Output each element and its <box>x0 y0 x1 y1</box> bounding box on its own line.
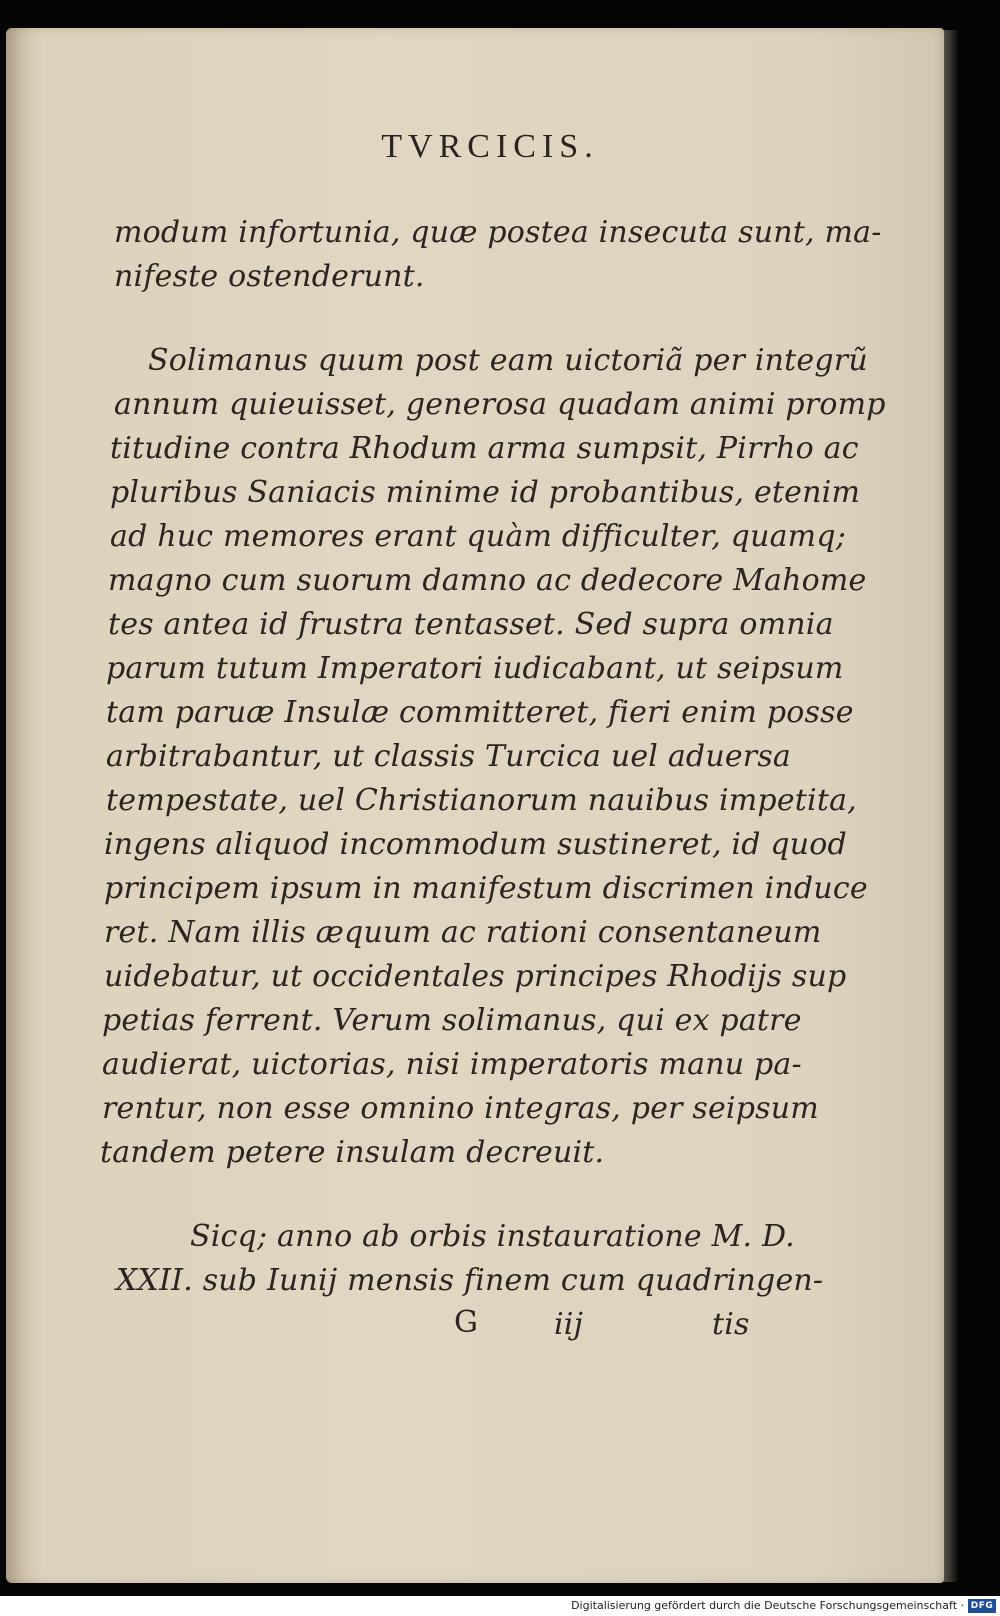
text-line: parum tutum Imperatori iudicabant, ut seipsum <box>106 651 844 686</box>
text-line: uidebatur, ut occidentales principes Rhodijs sup <box>104 959 847 994</box>
text-line: annum quieuisset, generosa quadam animi promp <box>114 387 886 422</box>
text-line: magno cum suorum damno ac dedecore Mahome <box>108 563 867 598</box>
text-line: XXII. sub Iunij mensis finem cum quadringen- <box>116 1263 824 1298</box>
catchword: tis <box>712 1307 750 1342</box>
dfg-logo: DFG <box>968 1599 996 1613</box>
text-line: tempestate, uel Christianorum nauibus impetita, <box>106 783 857 818</box>
page-text <box>6 28 944 1583</box>
signature-mark: G <box>454 1305 479 1340</box>
text-line: Sicq; anno ab orbis instauratione M. D. <box>190 1219 795 1254</box>
running-head: TVRCICIS. <box>381 128 599 165</box>
text-line: tam paruæ Insulæ committeret, fieri enim posse <box>106 695 854 730</box>
text-line: tandem petere insulam decreuit. <box>100 1135 605 1170</box>
text-line: titudine contra Rhodum arma sumpsit, Pirrho ac <box>110 431 859 466</box>
text-line: ret. Nam illis æquum ac rationi consentaneum <box>104 915 822 950</box>
book-page <box>6 28 944 1583</box>
text-line: ad huc memores erant quàm difficulter, quamq; <box>110 519 847 554</box>
text-line: petias ferrent. Verum solimanus, qui ex patre <box>102 1003 802 1038</box>
text-line: pluribus Saniacis minime id probantibus, etenim <box>110 475 861 510</box>
text-line: principem ipsum in manifestum discrimen induce <box>104 871 868 906</box>
text-line: Solimanus quum post eam uictoriã per integrũ <box>148 343 868 378</box>
text-line: nifeste ostenderunt. <box>114 259 425 294</box>
signature-number: iij <box>554 1307 584 1342</box>
text-line: modum infortunia, quæ postea insecuta sunt, ma- <box>114 215 882 250</box>
text-line: rentur, non esse omnino integras, per seipsum <box>102 1091 819 1126</box>
text-line: ingens aliquod incommodum sustineret, id quod <box>104 827 847 862</box>
text-line: tes antea id frustra tentasset. Sed supra omnia <box>108 607 834 642</box>
text-line: audierat, uictorias, nisi imperatoris manu pa- <box>102 1047 802 1082</box>
text-line: arbitrabantur, ut classis Turcica uel aduersa <box>106 739 792 774</box>
footer-credit: Digitalisierung gefördert durch die Deutsche Forschungsgemeinschaft · <box>571 1599 964 1612</box>
